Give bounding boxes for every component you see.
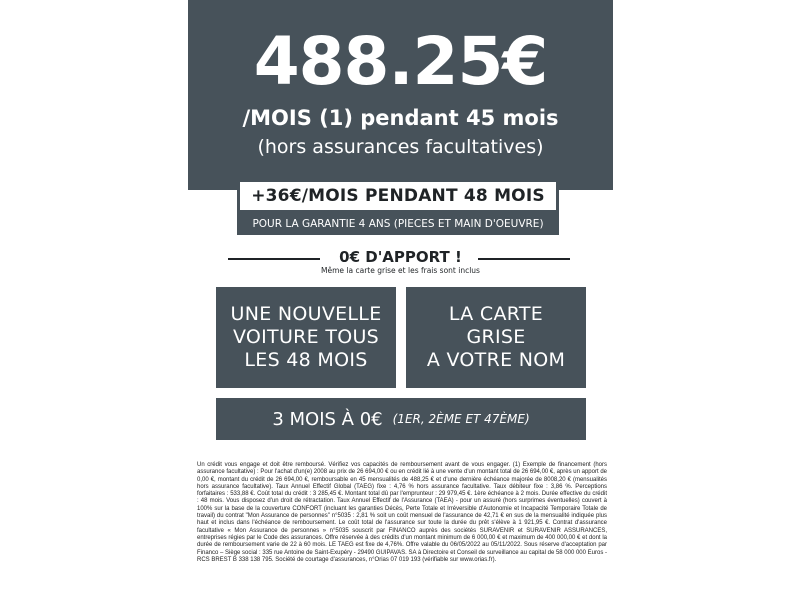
insurance-note: (hors assurances facultatives) xyxy=(257,136,544,158)
feature-new-car-label: UNE NOUVELLE VOITURE TOUS LES 48 MOIS xyxy=(230,303,382,371)
free-months-offer xyxy=(216,398,586,440)
flyer-page xyxy=(188,0,613,600)
warranty-headline: +36€/MOIS PENDANT 48 MOIS xyxy=(237,179,559,213)
price-duration: /MOIS (1) pendant 45 mois xyxy=(242,106,559,130)
legal-disclaimer: Un crédit vous engage et doit être remboursé. Vérifiez vos capacités de remboursement avant de vous engager. (1) Exemple de financement (hors assurance facultative) : Pour l'achat d'un(e) 2008 au prix de 26 694,00 € ou en crédit lié à une vente d'un montant total de 26 694,00 €, après un apport de 0,00 €, montant du crédit de 26 694,00 €, remboursable en 45 mensualités de 488,25 € et d'une dernière échéance majorée de 8008,20 € (mensualités hors assurance facultative). Taux Annuel Effectif Global (TAEG) fixe : 4,76 % hors assurance facultative. Taux débiteur fixe : 3,86 %. Perceptions forfaitaires : 533,88 €. Coût total du crédit : 3 285,45 €. Montant total dû par l'emprunteur : 29 979,45 €. 1ère échéance à 2 mois. Durée effective du crédit : 48 mois. Vous disposez d'un droit de rétractation. Taux Annuel Effectif de l'Assurance (TAEA) - pour un assuré (hors surprimes éventuelles) couvert à 100% sur la base de la couverture CONFORT (incluant les garanties Décès, Perte Totale et Irréversible d'Autonomie et Incapacité Temporaire Totale de travail) du contrat "Mon Assurance de personnes" n°5035 : 2,81 % soit un coût mensuel de l'assurance de 42,71 € en sus de la mensualité indiquée plus haut et inclus dans l'échéance de remboursement. Le coût total de l'assurance sur toute la durée du prêt s'élève à 1 921,95 €. Contrat d'assurance facultative « Mon Assurance de personnes » n°5035 souscrit par FINANCO auprès des sociétés SURAVENIR et SURAVENIR ASSURANCES, entreprises régies par le Code des assurances. Offre réservée à des crédits d'un montant minimum de 6 000,00 € et maximum de 400 000,00 € et dont la durée de remboursement varie de 22 à 60 mois. LE TAEG est fixe de 4,76%. Offre valable du 06/05/2022 au 05/11/2022. Sous réserve d'acceptation par Financo – Siège social : 335 rue Antoine de Saint-Exupéry - 29490 GUIPAVAS. SA à Directoire et Conseil de surveillance au capital de 58 000 000 Euros - RCS BREST B 338 138 795. Société de courtage d'assurances, n°Orias 07 019 193 (vérifiable sur www.orias.fr). xyxy=(197,462,607,563)
apport-title: 0€ D'APPORT ! xyxy=(339,248,462,266)
monthly-price: 488.25€ xyxy=(253,23,548,100)
feature-registration-label: LA CARTE GRISE A VOTRE NOM xyxy=(426,303,566,371)
apport-subtitle: Même la carte grise et les frais sont inclus xyxy=(321,266,480,275)
feature-new-car xyxy=(216,287,396,388)
warranty-subline: POUR LA GARANTIE 4 ANS (PIECES ET MAIN D'OEUVRE) xyxy=(237,213,559,235)
offer-note: (1ER, 2ÈME ET 47ÈME) xyxy=(392,412,530,426)
feature-registration xyxy=(406,287,586,388)
offer-main: 3 MOIS À 0€ xyxy=(272,408,383,430)
price-hero xyxy=(188,0,613,190)
